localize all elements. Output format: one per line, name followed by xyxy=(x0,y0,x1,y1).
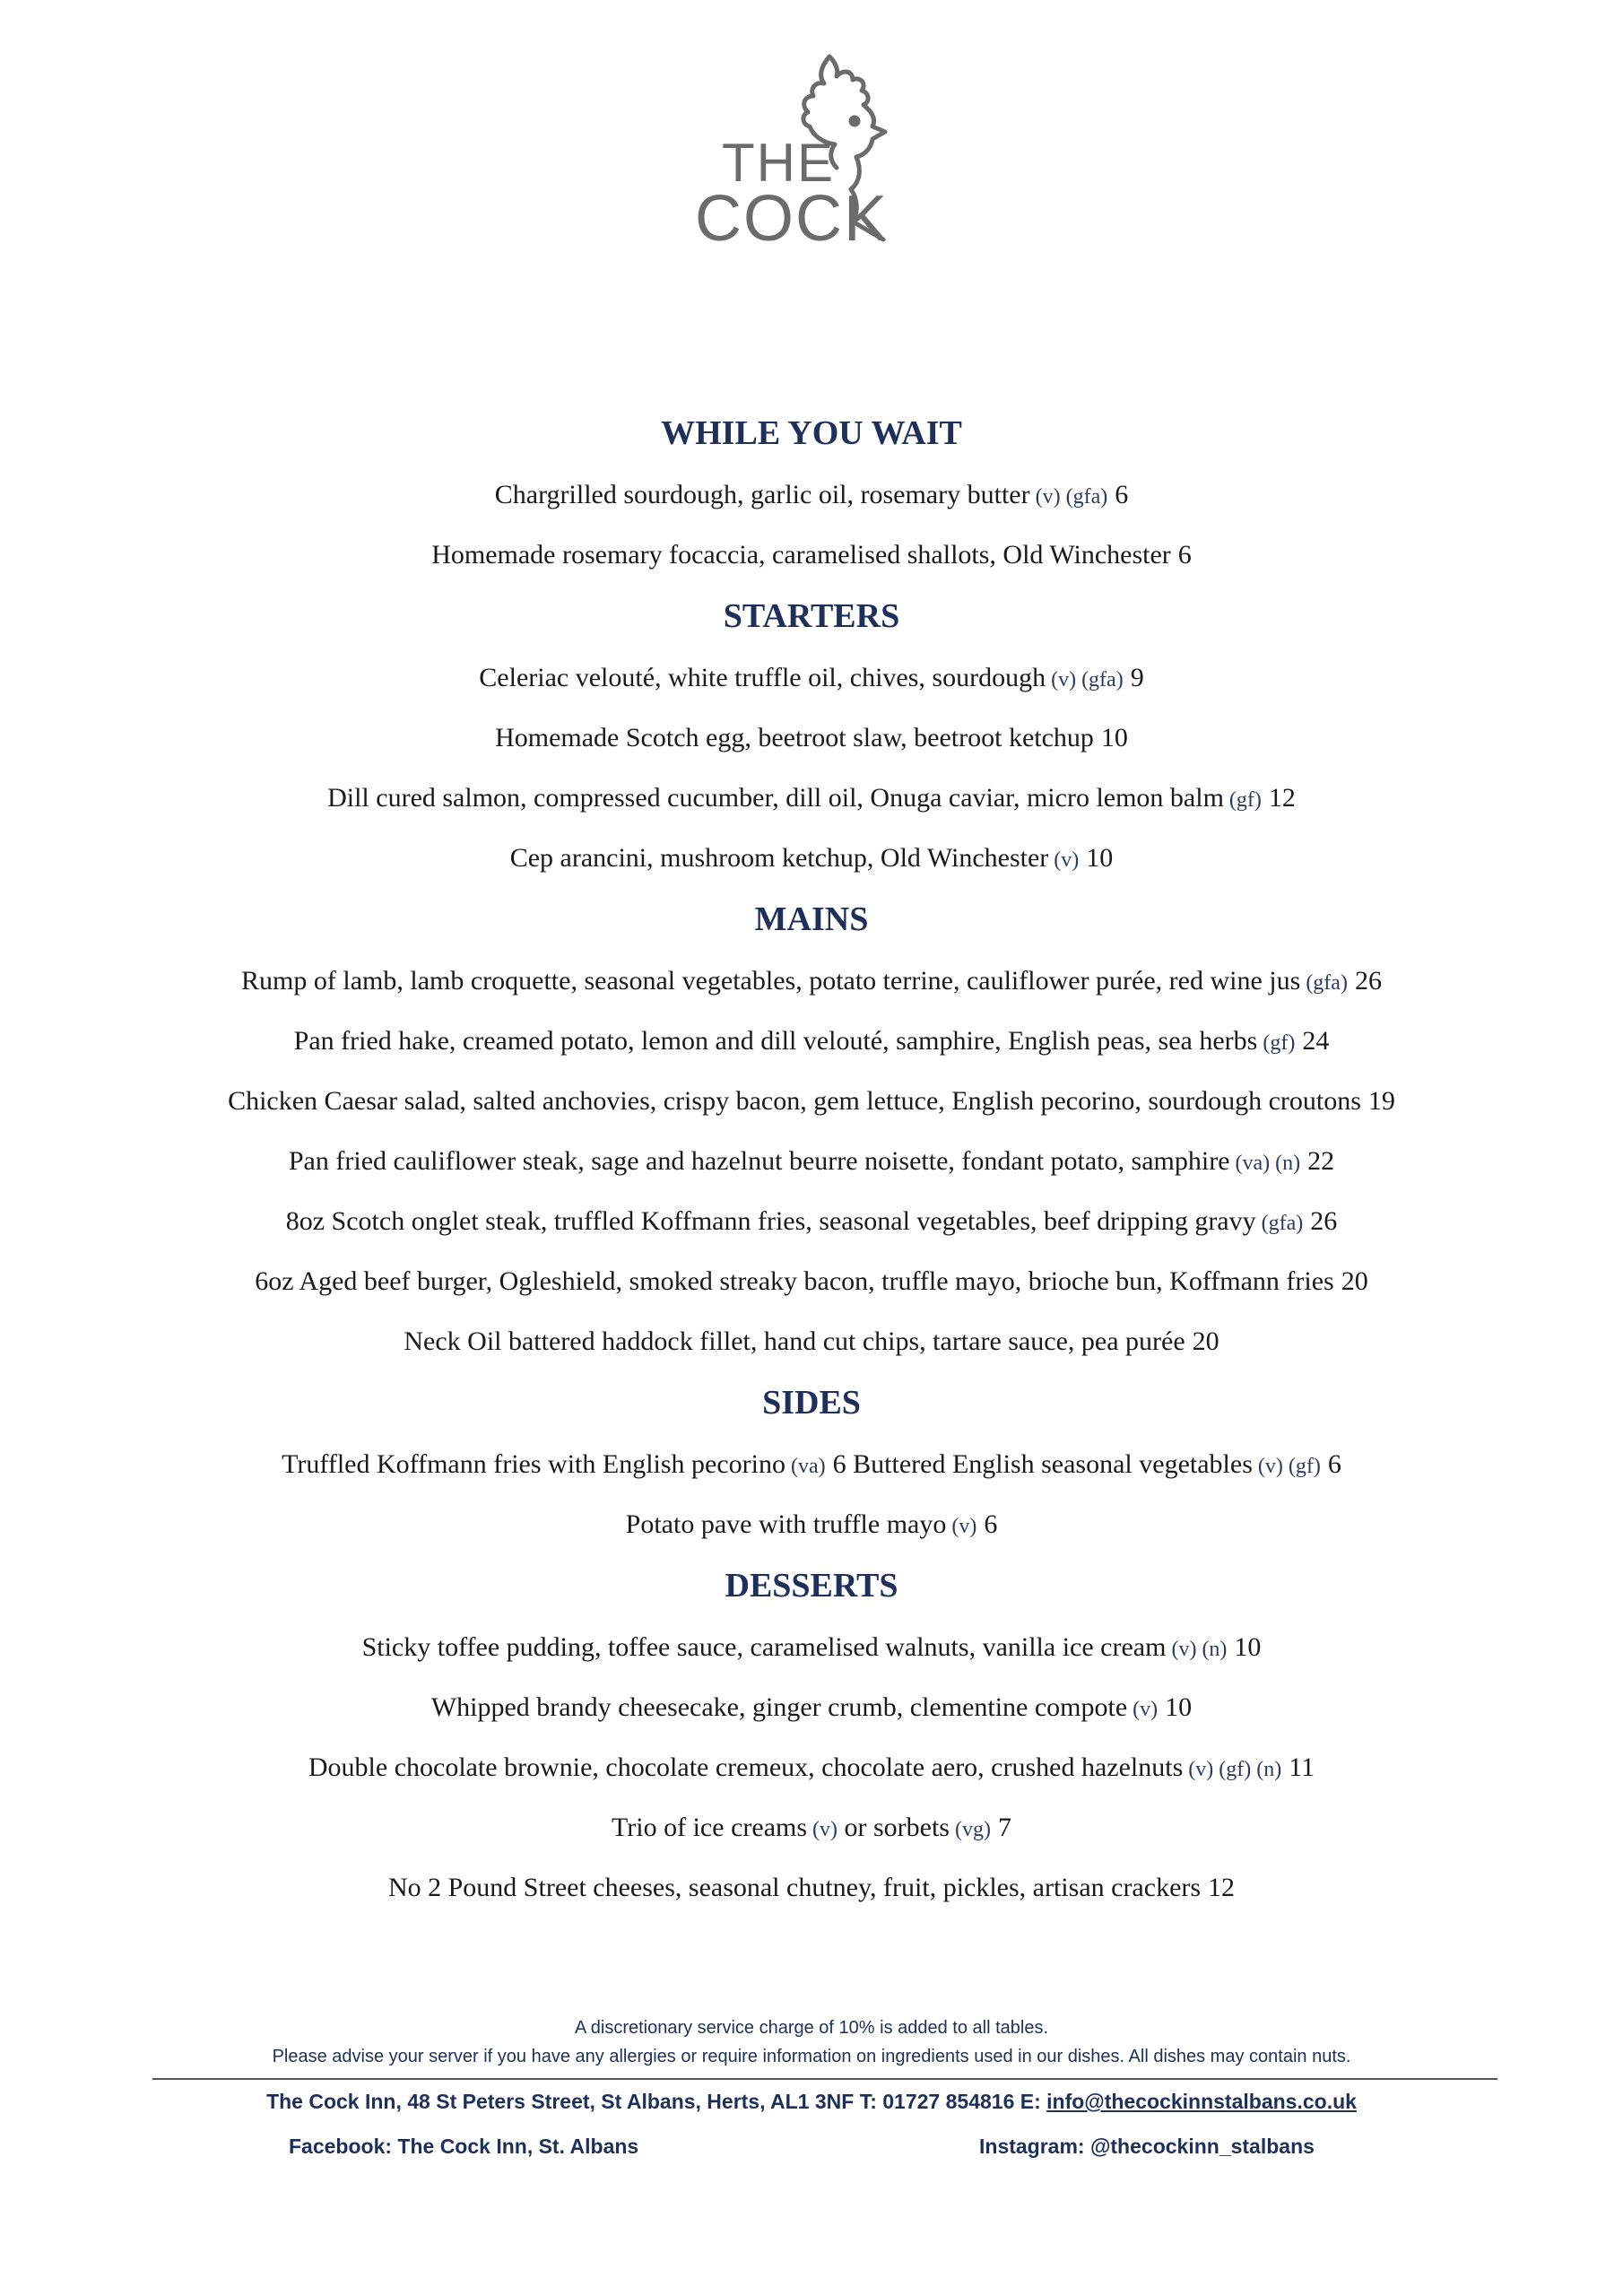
menu-item xyxy=(0,1434,1623,1494)
item-description: Chargrilled sourdough, garlic oil, rosemary butter xyxy=(494,480,1030,509)
dietary-tag: (v) xyxy=(1051,668,1077,691)
item-description: Chicken Caesar salad, salted anchovies, crispy bacon, gem lettuce, English pecorino, sourdough croutons xyxy=(228,1086,1361,1116)
menu-item xyxy=(0,1311,1623,1371)
dietary-tag: (va) xyxy=(791,1455,826,1478)
item-price: 22 xyxy=(1307,1146,1335,1176)
menu-section xyxy=(0,585,1623,888)
menu-body xyxy=(0,402,1623,1918)
item-description: Sticky toffee pudding, toffee sauce, caramelised walnuts, vanilla ice cream xyxy=(361,1632,1167,1662)
menu-section xyxy=(0,888,1623,1371)
menu-item xyxy=(0,1191,1623,1251)
item-price: 7 xyxy=(997,1813,1011,1842)
dietary-tag: (gfa) xyxy=(1081,668,1124,691)
item-price: 6 xyxy=(1177,540,1192,570)
item-price: 6 xyxy=(984,1509,998,1539)
menu-section xyxy=(0,402,1623,585)
item-price: 20 xyxy=(1341,1266,1368,1296)
dietary-tag: (n) xyxy=(1275,1152,1301,1175)
item-price: 10 xyxy=(1100,723,1128,752)
item-description: Potato pave with truffle mayo xyxy=(625,1509,947,1539)
menu-item xyxy=(0,768,1623,828)
item-price: 24 xyxy=(1302,1026,1330,1056)
section-title: WHILE YOU WAIT xyxy=(661,414,962,452)
item-price: 9 xyxy=(1130,663,1144,692)
facebook-link[interactable]: Facebook: The Cock Inn, St. Albans xyxy=(289,2135,639,2158)
item-description: No 2 Pound Street cheeses, seasonal chutney, fruit, pickles, artisan crackers xyxy=(387,1873,1202,1902)
logo-cock-text: COCK xyxy=(695,183,890,255)
dietary-tag: (v) xyxy=(1188,1758,1214,1781)
menu-item xyxy=(0,1071,1623,1131)
dietary-tag: (gfa) xyxy=(1261,1212,1304,1235)
section-title: MAINS xyxy=(754,900,869,938)
item-description: Pan fried hake, creamed potato, lemon and dill velouté, samphire, English peas, sea herbs xyxy=(293,1026,1258,1056)
item-description: Truffled Koffmann fries with English pecorino xyxy=(282,1449,786,1479)
menu-item xyxy=(0,648,1623,708)
dietary-tag: (v) xyxy=(1257,1455,1283,1478)
dietary-tag: (gf) xyxy=(1288,1455,1321,1478)
item-description: Trio of ice creams xyxy=(612,1813,808,1842)
menu-item xyxy=(0,1857,1623,1918)
dietary-tag: (v) xyxy=(951,1515,977,1538)
menu-section xyxy=(0,1554,1623,1918)
email-link[interactable]: info@thecockinnstalbans.co.uk xyxy=(1046,2090,1357,2113)
menu-item xyxy=(0,1677,1623,1737)
dietary-tag: (gf) xyxy=(1219,1758,1252,1781)
dietary-tag: (v) xyxy=(1171,1638,1197,1661)
menu-item xyxy=(0,951,1623,1011)
dietary-tag: (n) xyxy=(1256,1758,1282,1781)
menu-item xyxy=(0,708,1623,768)
item-description: Homemade rosemary focaccia, caramelised shallots, Old Winchester xyxy=(431,540,1171,570)
item-price: 6 xyxy=(1327,1449,1341,1479)
allergy-note: Please advise your server if you have any allergies or require information on ingredients used in our dishes. All dishes may contain nuts. xyxy=(272,2047,1351,2066)
item-price: 12 xyxy=(1208,1873,1236,1902)
menu-item xyxy=(0,1797,1623,1857)
instagram-link[interactable]: Instagram: @thecockinn_stalbans xyxy=(979,2135,1315,2158)
menu-item xyxy=(0,1251,1623,1311)
section-title: SIDES xyxy=(762,1384,861,1422)
menu-item xyxy=(0,465,1623,525)
item-price: 19 xyxy=(1367,1086,1395,1116)
dietary-tag: (gfa) xyxy=(1065,485,1108,509)
item-price: 26 xyxy=(1354,966,1382,996)
footer-divider xyxy=(152,2078,1497,2080)
item-description: or sorbets xyxy=(844,1813,950,1842)
menu-item xyxy=(0,828,1623,888)
dietary-tag: (v) xyxy=(1133,1698,1159,1721)
item-description: 8oz Scotch onglet steak, truffled Koffmann fries, seasonal vegetables, beef dripping gravy xyxy=(285,1206,1256,1236)
item-price: 6 xyxy=(1115,480,1129,509)
menu-item xyxy=(0,1131,1623,1191)
item-price: 10 xyxy=(1234,1632,1262,1662)
menu-item xyxy=(0,1737,1623,1797)
item-description: Homemade Scotch egg, beetroot slaw, beetroot ketchup xyxy=(495,723,1094,752)
menu-item xyxy=(0,1617,1623,1677)
item-description: Double chocolate brownie, chocolate cremeux, chocolate aero, crushed hazelnuts xyxy=(308,1752,1184,1782)
item-price: 12 xyxy=(1268,783,1296,813)
the-cock-logo xyxy=(695,49,928,256)
item-description: Rump of lamb, lamb croquette, seasonal vegetables, potato terrine, cauliflower purée, red wine jus xyxy=(241,966,1301,996)
item-description: Cep arancini, mushroom ketchup, Old Winchester xyxy=(509,843,1049,873)
section-title: STARTERS xyxy=(723,597,900,635)
item-price: 10 xyxy=(1165,1692,1193,1722)
item-price: 10 xyxy=(1086,843,1114,873)
item-description: Dill cured salmon, compressed cucumber, dill oil, Onuga caviar, micro lemon balm xyxy=(327,783,1224,813)
dietary-tag: (v) xyxy=(1054,848,1080,872)
menu-section xyxy=(0,1371,1623,1554)
dietary-tag: (v) xyxy=(1035,485,1061,509)
dietary-tag: (vg) xyxy=(954,1818,991,1841)
logo-the-text: THE xyxy=(722,133,835,193)
item-price: 20 xyxy=(1192,1326,1219,1356)
item-price: 6 xyxy=(832,1449,846,1479)
menu-item xyxy=(0,1494,1623,1554)
dietary-tag: (va) xyxy=(1235,1152,1271,1175)
item-description: Buttered English seasonal vegetables xyxy=(853,1449,1253,1479)
dietary-tag: (n) xyxy=(1202,1638,1228,1661)
dietary-tag: (v) xyxy=(812,1818,838,1841)
section-title: DESSERTS xyxy=(725,1567,898,1605)
menu-item xyxy=(0,1011,1623,1071)
item-description: Neck Oil battered haddock fillet, hand cut chips, tartare sauce, pea purée xyxy=(404,1326,1185,1356)
address-text: The Cock Inn, 48 St Peters Street, St Albans, Herts, AL1 3NF T: 01727 854816 E: xyxy=(266,2090,1041,2113)
dietary-tag: (gf) xyxy=(1228,788,1262,812)
item-description: Celeriac velouté, white truffle oil, chives, sourdough xyxy=(479,663,1046,692)
service-charge-note: A discretionary service charge of 10% is added to all tables. xyxy=(574,2018,1049,2038)
item-description: 6oz Aged beef burger, Ogleshield, smoked streaky bacon, truffle mayo, brioche bun, Koffmann fries xyxy=(255,1266,1334,1296)
item-price: 26 xyxy=(1310,1206,1338,1236)
item-description: Pan fried cauliflower steak, sage and hazelnut beurre noisette, fondant potato, samphire xyxy=(288,1146,1230,1176)
dietary-tag: (gf) xyxy=(1263,1031,1296,1055)
item-price: 11 xyxy=(1289,1752,1315,1782)
item-description: Whipped brandy cheesecake, ginger crumb, clementine compote xyxy=(430,1692,1128,1722)
contact-line xyxy=(0,2090,1623,2114)
menu-item xyxy=(0,525,1623,585)
dietary-tag: (gfa) xyxy=(1306,971,1348,995)
